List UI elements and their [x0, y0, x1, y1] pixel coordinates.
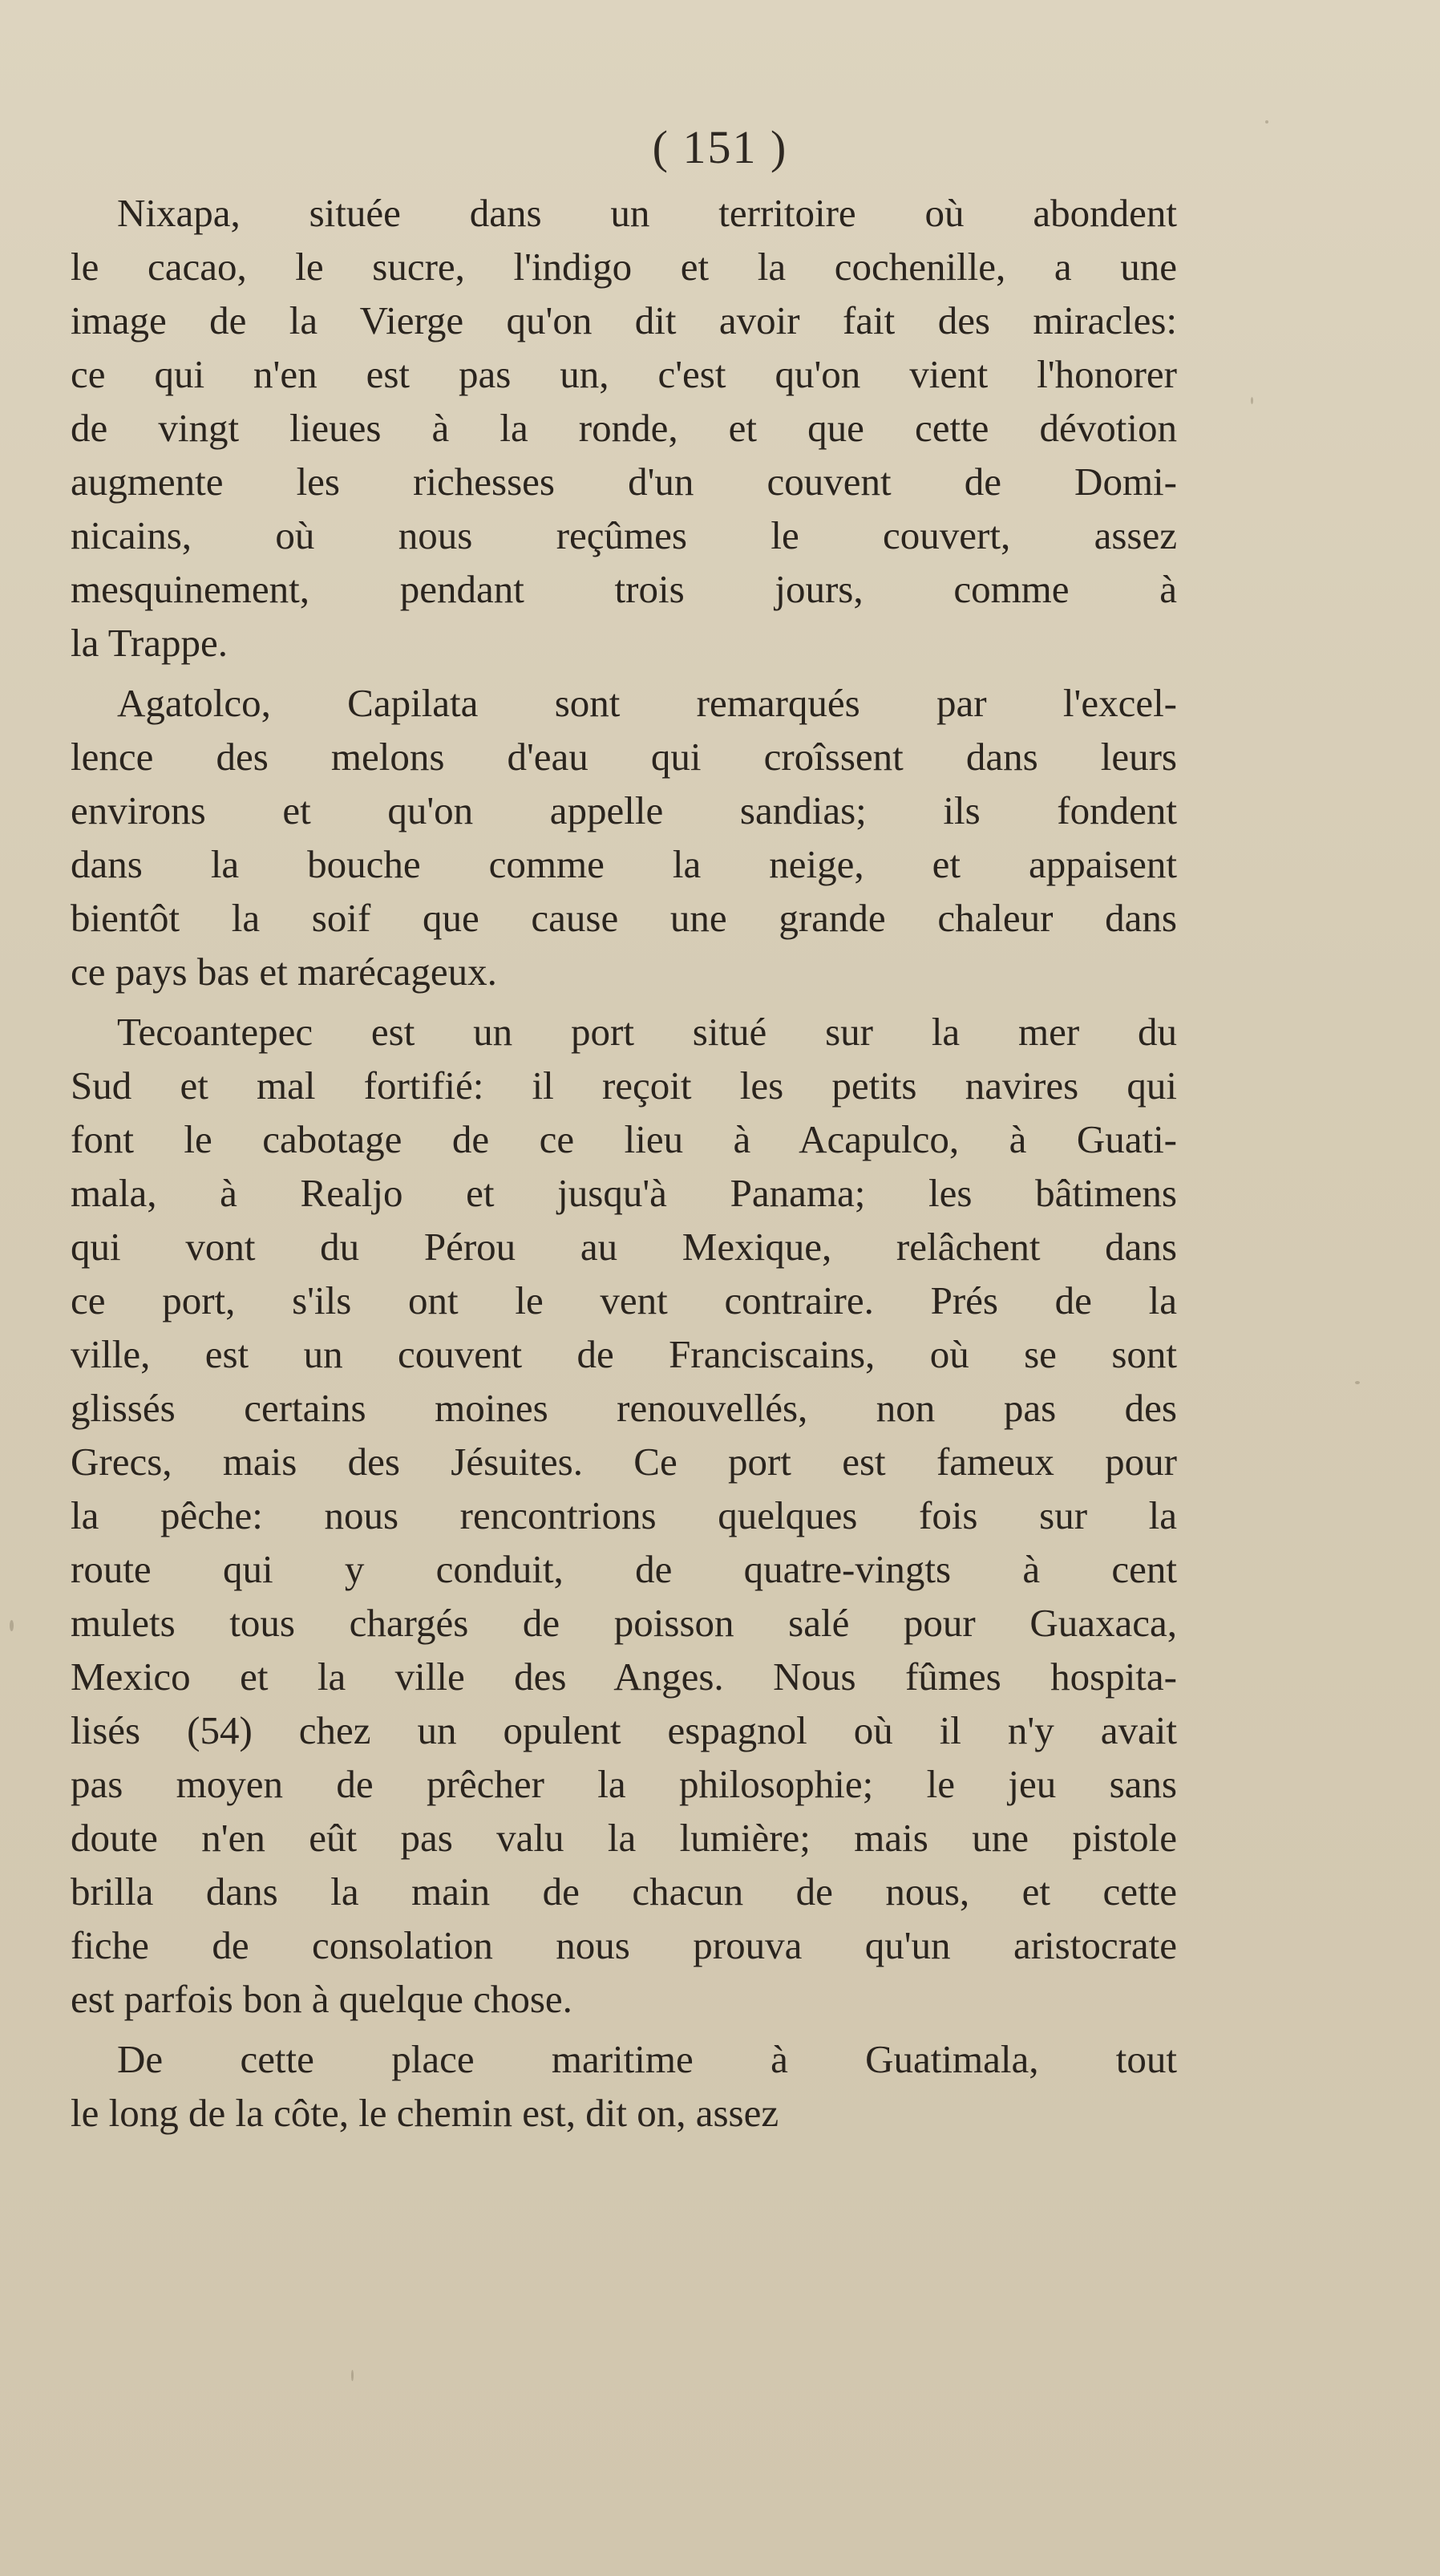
text-line: est parfois bon à quelque chose. — [71, 1977, 572, 2021]
text-line: Tecoantepec est un port situé sur la mer du — [117, 1010, 1177, 1054]
paper-speck — [351, 2370, 354, 2381]
paragraph — [71, 186, 1177, 670]
paper-speck — [1251, 397, 1253, 404]
text-line: pas moyen de prêcher la philosophie; le jeu sans — [71, 1762, 1177, 1806]
text-line: fiche de consolation nous prouva qu'un aristocrate — [71, 1923, 1177, 1967]
paper-speck — [1355, 1381, 1360, 1384]
text-line: lence des melons d'eau qui croîssent dans leurs — [71, 735, 1177, 779]
paragraph — [71, 676, 1177, 998]
text-line: nicains, où nous reçûmes le couvert, assez — [71, 513, 1177, 557]
text-line: image de la Vierge qu'on dit avoir fait des miracles: — [71, 298, 1177, 342]
text-line: la pêche: nous rencontrions quelques fois sur la — [71, 1493, 1177, 1537]
text-line: Sud et mal fortifié: il reçoit les petits navires qui — [71, 1063, 1177, 1108]
text-line: mulets tous chargés de poisson salé pour Guaxaca, — [71, 1601, 1177, 1645]
paper-speck — [10, 1620, 14, 1631]
text-line: mala, à Realjo et jusqu'à Panama; les bâtimens — [71, 1171, 1177, 1215]
text-line: ce port, s'ils ont le vent contraire. Prés de la — [71, 1278, 1177, 1322]
paragraph — [71, 1005, 1177, 2026]
text-line: Mexico et la ville des Anges. Nous fûmes hospita- — [71, 1655, 1177, 1699]
text-line: bientôt la soif que cause une grande chaleur dans — [71, 896, 1177, 940]
text-line: lisés (54) chez un opulent espagnol où il n'y avait — [71, 1708, 1177, 1752]
text-line: Nixapa, située dans un territoire où abondent — [117, 191, 1177, 235]
text-line: dans la bouche comme la neige, et appaisent — [71, 842, 1177, 886]
text-line: le cacao, le sucre, l'indigo et la cochenille, a une — [71, 245, 1177, 289]
text-line: ce qui n'en est pas un, c'est qu'on vient l'honorer — [71, 352, 1177, 396]
text-line: route qui y conduit, de quatre-vingts à cent — [71, 1547, 1177, 1591]
text-line: Grecs, mais des Jésuites. Ce port est fameux pour — [71, 1440, 1177, 1484]
text-line: de vingt lieues à la ronde, et que cette dévotion — [71, 406, 1177, 450]
paragraph — [71, 2032, 1177, 2140]
page-number: ( 151 ) — [652, 121, 788, 173]
text-line: la Trappe. — [71, 621, 228, 665]
text-line: le long de la côte, le chemin est, dit on, assez — [71, 2091, 779, 2135]
text-line: doute n'en eût pas valu la lumière; mais une pistole — [71, 1816, 1177, 1860]
text-line: Agatolco, Capilata sont remarqués par l'excel- — [117, 681, 1177, 725]
body-text — [71, 186, 1177, 2146]
text-line: font le cabotage de ce lieu à Acapulco, à Guati- — [71, 1117, 1177, 1161]
text-line: brilla dans la main de chacun de nous, et cette — [71, 1869, 1177, 1914]
text-line: augmente les richesses d'un couvent de Domi- — [71, 460, 1177, 504]
text-line: ville, est un couvent de Franciscains, où se sont — [71, 1332, 1177, 1376]
text-line: ce pays bas et marécageux. — [71, 950, 497, 994]
text-line: glissés certains moines renouvellés, non pas des — [71, 1386, 1177, 1430]
text-line: environs et qu'on appelle sandias; ils fondent — [71, 788, 1177, 832]
text-line: qui vont du Pérou au Mexique, relâchent dans — [71, 1225, 1177, 1269]
text-line: mesquinement, pendant trois jours, comme à — [71, 567, 1177, 611]
text-line: De cette place maritime à Guatimala, tout — [117, 2037, 1177, 2081]
